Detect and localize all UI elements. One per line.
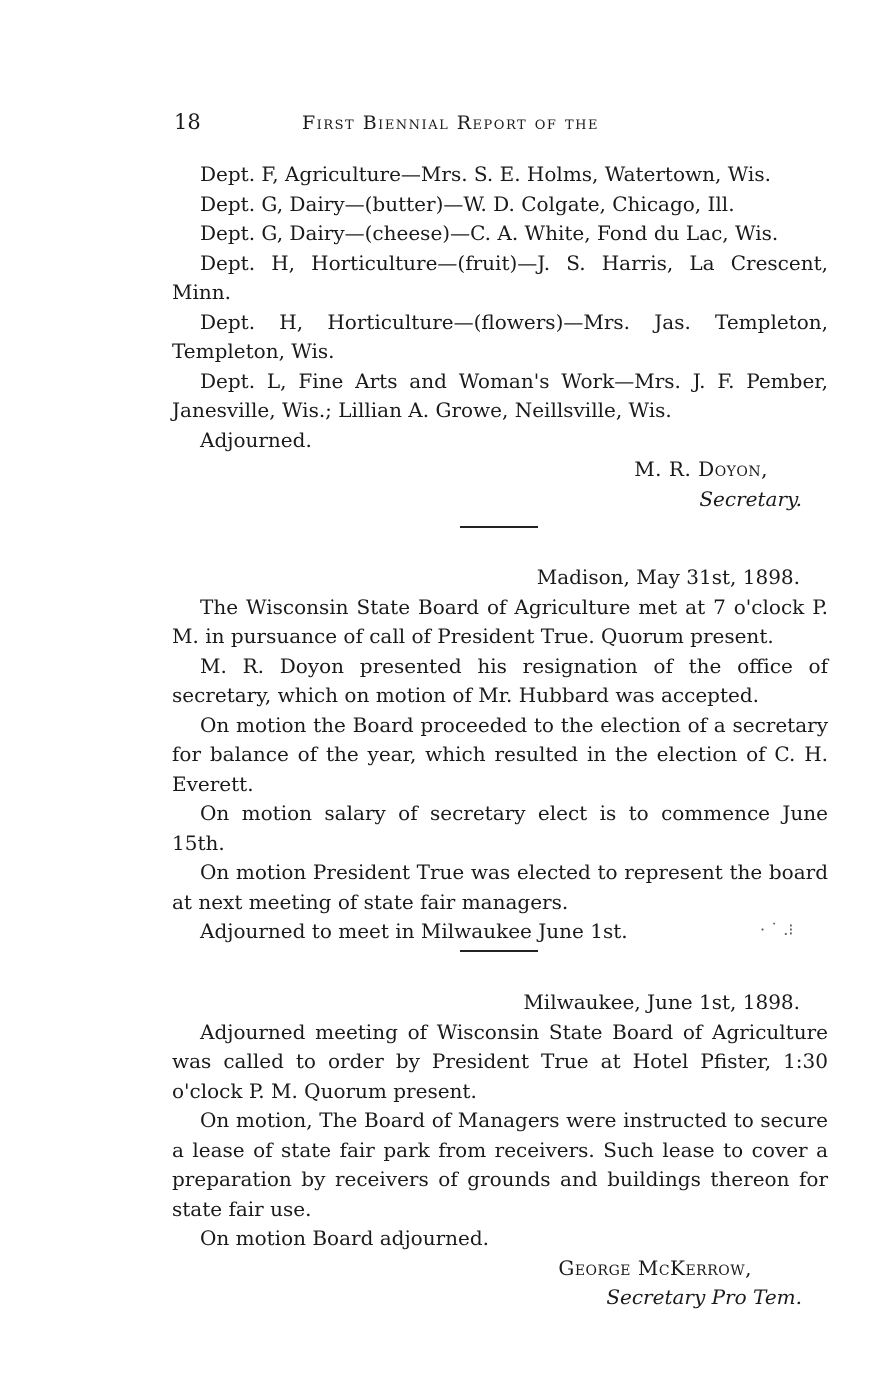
paragraph: M. R. Doyon presented his resignation of the office of secretary, which on motion of Mr. Hubbard was accepted. [172, 653, 828, 707]
paragraph: Adjourned meeting of Wisconsin State Board of Agriculture was called to order by President True at Hotel Pfister, 1:30 o'clock P. M. Quorum present. [172, 1019, 828, 1103]
signature-title: Secretary Pro Tem. [606, 1285, 802, 1309]
paragraph: The Wisconsin State Board of Agriculture met at 7 o'clock P. M. in pursuance of call of President True. Quorum present. [172, 594, 828, 648]
paragraph: Dept. F, Agriculture—Mrs. S. E. Holms, Watertown, Wis. [200, 162, 771, 186]
page-header [174, 110, 834, 140]
section-madison-meeting [172, 563, 828, 947]
section-divider [460, 526, 538, 528]
paragraph: Dept. G, Dairy—(cheese)—C. A. White, Fond du Lac, Wis. [200, 221, 779, 245]
signature-name: M. R. Doyon, [634, 457, 768, 481]
print-specks: · ˙ .⁝ [760, 920, 794, 939]
signature-title: Secretary. [699, 486, 802, 511]
paragraph: Dept. L, Fine Arts and Woman's Work—Mrs. J. F. Pember, Janesville, Wis.; Lillian A. Growe, Neillsville, Wis. [172, 368, 828, 422]
paragraph: On motion Board adjourned. [200, 1226, 490, 1250]
paragraph: Dept. H, Horticulture—(fruit)—J. S. Harris, La Crescent, Minn. [172, 250, 828, 304]
paragraph: Adjourned to meet in Milwaukee June 1st. [200, 919, 628, 943]
running-title: First Biennial Report of the [302, 112, 599, 134]
dateline: Madison, May 31st, 1898. [536, 565, 800, 589]
signature-name: George McKerrow, [558, 1255, 752, 1280]
paragraph: Dept. H, Horticulture—(flowers)—Mrs. Jas. Templeton, Templeton, Wis. [172, 309, 828, 363]
section-milwaukee-meeting [172, 988, 828, 1313]
paragraph: On motion salary of secretary elect is to commence June 15th. [172, 801, 828, 855]
paragraph: On motion President True was elected to represent the board at next meeting of state fair managers. [172, 860, 828, 914]
paragraph: On motion the Board proceeded to the election of a secretary for balance of the year, which resulted in the election of C. H. Everett. [172, 712, 828, 796]
section-appointments [172, 160, 828, 514]
section-divider [460, 950, 538, 952]
dateline: Milwaukee, June 1st, 1898. [523, 990, 800, 1014]
paragraph: Dept. G, Dairy—(butter)—W. D. Colgate, Chicago, Ill. [200, 191, 735, 216]
paragraph: On motion, The Board of Managers were instructed to secure a lease of state fair park from receivers. Such lease to cover a preparation by receivers of grounds and buildings thereon for state fair use. [172, 1108, 828, 1221]
paragraph: Adjourned. [200, 427, 312, 452]
page-number: 18 [174, 110, 201, 134]
